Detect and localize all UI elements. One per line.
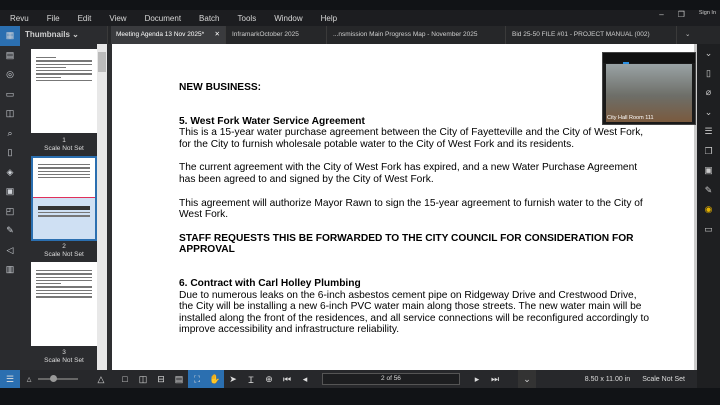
lightbulb-icon[interactable]: ◉ — [704, 204, 713, 215]
tab-inframark[interactable]: InframarkOctober 2025 — [227, 26, 327, 44]
item-5-title: 5. West Fork Water Service Agreement — [179, 115, 365, 127]
page-icon[interactable]: ▯ — [706, 67, 711, 78]
left-icon-strip — [0, 26, 20, 388]
properties-icon[interactable]: ◎ — [6, 69, 14, 80]
tab-label: Meeting Agenda 13 Nov 2025* — [116, 31, 205, 38]
thumbnails-icon[interactable]: ▦ — [0, 26, 20, 46]
toolbox-icon[interactable]: ▣ — [5, 186, 15, 197]
tab-project-manual[interactable]: Bid 25-50 FILE #01 - PROJECT MANUAL (002) — [507, 26, 677, 44]
menu-view[interactable]: View — [109, 13, 127, 23]
menu-help[interactable]: Help — [320, 13, 338, 23]
restore-icon[interactable]: ❐ — [677, 10, 685, 19]
text-select-icon[interactable]: Ɪ — [248, 374, 254, 385]
thumbnails-scrollbar[interactable] — [97, 44, 107, 370]
layers-icon[interactable]: ◈ — [6, 166, 14, 177]
item-5-paragraph-2: The current agreement with the City of West Fork has expired, and a new Water Purchase Agreement has been agreed to and signed by the City of West Fork. — [179, 162, 638, 185]
signatures-icon[interactable]: ✎ — [6, 225, 14, 236]
bookmarks-icon[interactable]: ▯ — [7, 147, 13, 158]
pan-hand-icon[interactable]: ✋ — [206, 370, 224, 388]
thumbnail-2-number: 2 — [62, 243, 66, 250]
thumbnail-3-scale: Scale Not Set — [44, 357, 84, 364]
clipboard-icon[interactable]: ▣ — [704, 165, 713, 176]
tab-progress-map[interactable]: ...nsmission Main Progress Map - November 2025 — [328, 26, 506, 44]
menu-file[interactable]: File — [46, 13, 60, 23]
menu-edit[interactable]: Edit — [77, 13, 92, 23]
close-icon[interactable]: ✕ — [214, 31, 220, 38]
item-6-title: 6. Contract with Carl Holley Plumbing — [179, 277, 361, 289]
copy-icon[interactable]: ❐ — [704, 145, 713, 156]
item-6-paragraph-1: Due to numerous leaks on the 6-inch asbestos cement pipe on Ridgeway Drive and Crestwood Drive, the City will be installing a new 6-inch PVC water main along those streets. The new water main will be installed along the front of the residences, and all service connections will be reconfigured accordingly to improve accessibility and infrastructure reliability. — [179, 289, 650, 336]
right-toolbar — [697, 44, 720, 388]
menu-revu[interactable]: Revu — [10, 13, 29, 23]
single-page-icon[interactable]: □ — [122, 374, 128, 384]
minimize-icon[interactable]: – — [659, 10, 664, 19]
tags-icon[interactable]: ◁ — [6, 244, 14, 255]
thumbnail-size-slider[interactable] — [38, 378, 78, 380]
tab-bar — [0, 26, 720, 44]
side-by-side-icon[interactable]: ◫ — [138, 373, 148, 384]
section-heading: NEW BUSINESS: — [179, 82, 262, 93]
menu-document[interactable]: Document — [144, 13, 182, 23]
previous-page-icon[interactable]: ◂ — [302, 373, 308, 384]
thumbnail-3-number: 3 — [62, 349, 66, 356]
thumbnails-panel — [20, 44, 108, 370]
thumbnail-1-number: 1 — [62, 137, 66, 144]
page-number-input[interactable]: 2 of 56 — [322, 373, 460, 385]
thumb-large-icon[interactable]: △ — [97, 373, 105, 384]
expand-icon[interactable]: ⌄ — [704, 48, 713, 59]
pen-icon[interactable]: ✎ — [704, 184, 713, 195]
search-icon[interactable]: ⌕ — [7, 127, 13, 138]
menu-batch[interactable]: Batch — [199, 13, 220, 23]
forms-icon[interactable]: ▥ — [5, 264, 15, 275]
select-icon[interactable]: ➤ — [229, 373, 237, 384]
window-icon[interactable]: ▭ — [704, 223, 713, 234]
sign-in-link[interactable]: Sign In — [698, 10, 716, 16]
collapse-icon[interactable]: ⌄ — [704, 106, 713, 117]
thumbnail-page-2[interactable] — [31, 156, 97, 241]
status-bar — [0, 370, 697, 388]
meeting-room-image — [606, 64, 692, 122]
link-icon[interactable]: ⌀ — [705, 87, 712, 98]
list-icon[interactable]: ☰ — [704, 126, 713, 137]
scale-status[interactable]: Scale Not Set — [642, 375, 685, 383]
thumb-small-icon[interactable]: △ — [26, 376, 32, 383]
file-access-icon[interactable]: ▤ — [5, 49, 15, 60]
thumbnail-page-1[interactable] — [31, 49, 97, 133]
thumbnail-2-scale: Scale Not Set — [44, 251, 84, 258]
video-caption: City Hall Room 111 — [607, 115, 654, 121]
menu-bar — [0, 10, 720, 26]
first-page-icon[interactable]: ⏮ — [282, 373, 292, 384]
menu-window[interactable]: Window — [274, 13, 303, 23]
thumbnails-panel-title[interactable]: Thumbnails ⌄ — [20, 26, 108, 44]
staff-request: STAFF REQUESTS THIS BE FORWARDED TO THE CITY COUNCIL FOR CONSIDERATION FOR APPROVAL — [179, 232, 634, 256]
video-feed — [602, 52, 696, 125]
next-page-icon[interactable]: ▸ — [474, 373, 480, 384]
tabs-overflow-icon[interactable]: ⌄ — [685, 31, 691, 38]
thumbnail-page-3[interactable] — [31, 262, 97, 346]
window-controls — [659, 10, 716, 19]
panel-title-text: Thumbnails — [25, 30, 70, 39]
measurements-icon[interactable]: ▭ — [5, 88, 15, 99]
item-5-paragraph-3: This agreement will authorize Mayor Rawn to sign the 15-year agreement to furnish water to the City of West Fork. — [179, 197, 643, 221]
spaces-icon[interactable]: ◰ — [5, 205, 15, 216]
tab-meeting-agenda[interactable] — [111, 26, 226, 44]
sync-icon[interactable]: ▤ — [174, 373, 184, 384]
page-size: 8.50 x 11.00 in — [584, 375, 631, 383]
zoom-icon[interactable]: ⊕ — [265, 373, 273, 384]
menu-tools[interactable]: Tools — [237, 13, 257, 23]
more-options-icon[interactable]: ⌄ — [518, 370, 536, 388]
fit-page-icon[interactable]: ⛶ — [188, 370, 206, 388]
thumbnail-1-scale: Scale Not Set — [44, 145, 84, 152]
markups-icon[interactable]: ◫ — [5, 108, 15, 119]
item-5-paragraph-1: This is a 15-year water purchase agreement between the City of Fayetteville and the City of West Fork, for the City to furnish wholesale potable water to the City of West Fork and its residents. — [179, 127, 644, 150]
list-view-icon[interactable]: ☰ — [0, 370, 20, 388]
continuous-icon[interactable]: ⊟ — [157, 373, 165, 384]
last-page-icon[interactable]: ⏭ — [490, 373, 500, 384]
